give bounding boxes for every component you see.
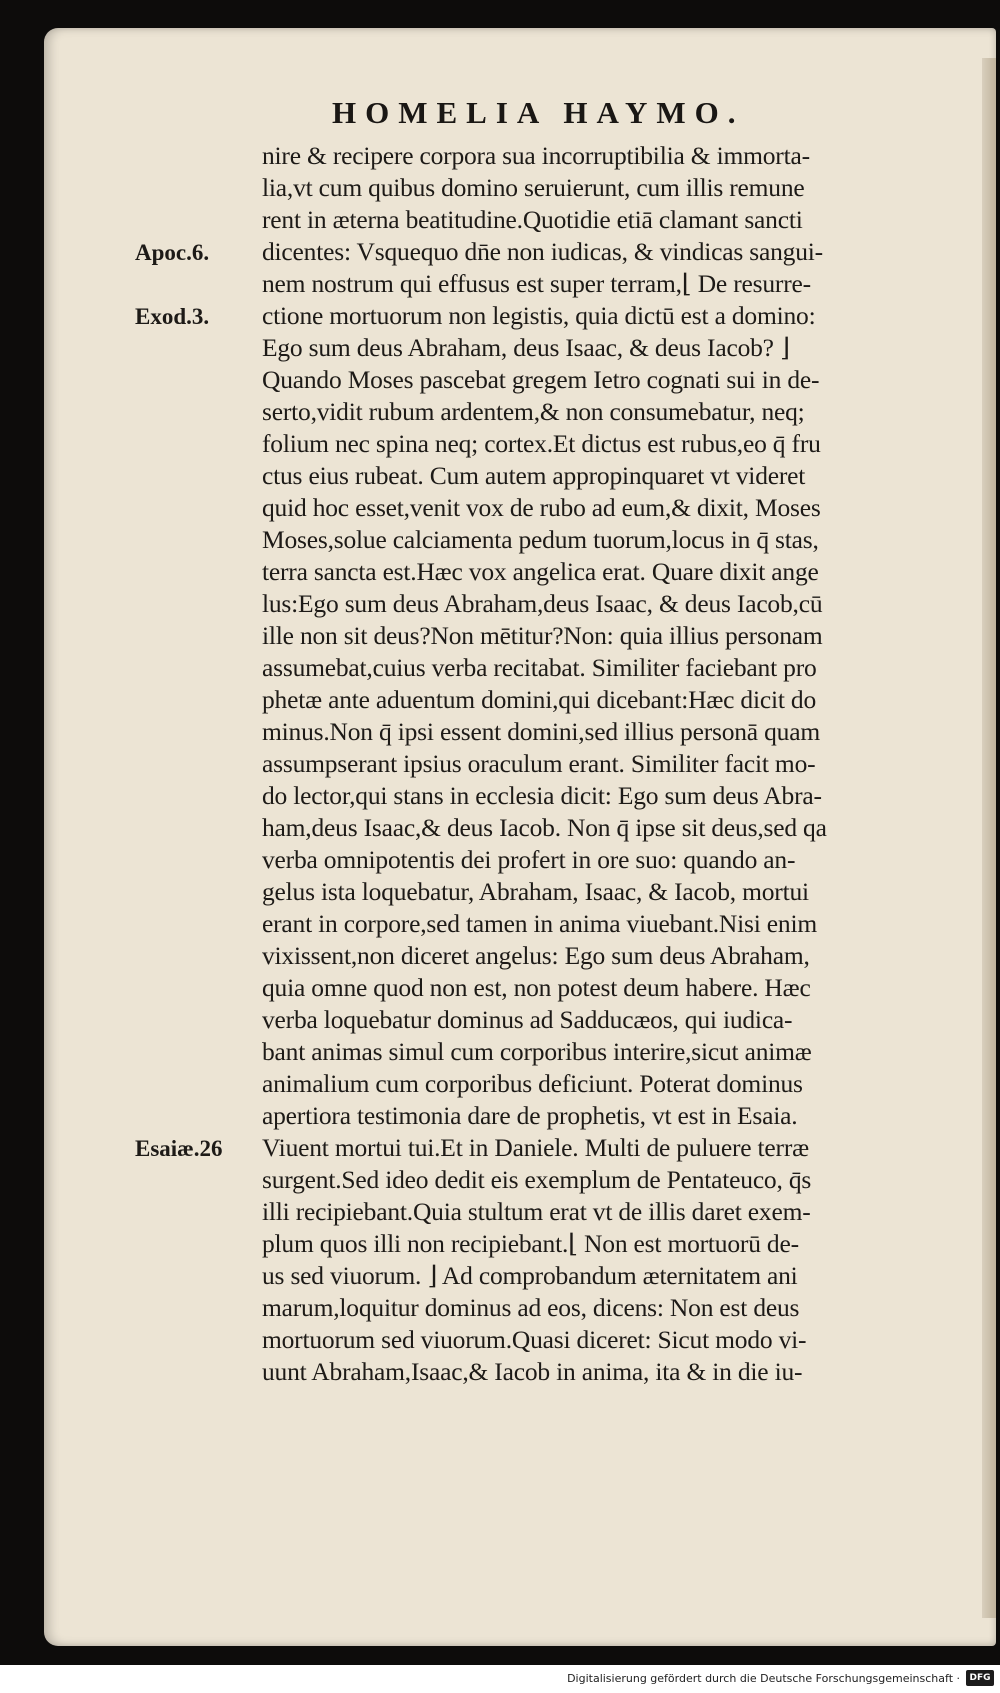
text-line: Viuent mortui tui.Et in Daniele. Multi de puluere terræ	[262, 1133, 809, 1162]
text-line: assumebat,cuius verba recitabat. Similiter faciebant pro	[262, 653, 817, 682]
text-line: mortuorum sed viuorum.Quasi diceret: Sicut modo vi-	[262, 1325, 807, 1354]
text-line: ham,deus Isaac,& deus Iacob. Non q̄ ipse sit deus,sed qa	[262, 813, 827, 842]
text-line: quia omne quod non est, non potest deum habere. Hæc	[262, 973, 811, 1002]
text-line: surgent.Sed ideo dedit eis exemplum de Pentateuco, q̄s	[262, 1165, 812, 1194]
text-line: erant in corpore,sed tamen in anima viuebant.Nisi enim	[262, 909, 817, 938]
text-line: animalium cum corporibus deficiunt. Poterat dominus	[262, 1069, 803, 1098]
marginal-note: Exod.3.	[135, 304, 210, 329]
text-line: vixissent,non diceret angelus: Ego sum deus Abraham,	[262, 941, 810, 970]
text-line: rent in æterna beatitudine.Quotidie etiā clamant sancti	[262, 205, 803, 234]
text-line: Ego sum deus Abraham, deus Isaac, & deus Iacob? ⌋	[262, 333, 790, 362]
text-line: Quando Moses pascebat gregem Ietro cognati sui in de-	[262, 365, 820, 394]
text-line: gelus ista loquebatur, Abraham, Isaac, & Iacob, mortui	[262, 877, 809, 906]
text-line: nem nostrum qui effusus est super terram,⌊ De resurre-	[262, 269, 811, 298]
text-line: uunt Abraham,Isaac,& Iacob in anima, ita & in die iu-	[262, 1357, 803, 1386]
text-line: lus:Ego sum deus Abraham,deus Isaac, & deus Iacob,cū	[262, 589, 823, 618]
funding-credit: Digitalisierung gefördert durch die Deutsche Forschungsgemeinschaft ·	[567, 1672, 960, 1685]
text-line: plum quos illi non recipiebant.⌊ Non est mortuorū de-	[262, 1229, 799, 1258]
text-line: serto,vidit rubum ardentem,& non consumebatur, neq;	[262, 397, 805, 426]
text-line: verba omnipotentis dei profert in ore suo: quando an-	[262, 845, 796, 874]
dfg-logo: DFG	[966, 1670, 994, 1686]
text-line: dicentes: Vsquequo dn̄e non iudicas, & vindicas sangui-	[262, 237, 823, 266]
marginal-note: Esaiæ.26	[135, 1136, 223, 1161]
body-text	[262, 140, 972, 1388]
text-line: us sed viuorum. ⌋ Ad comprobandum æternitatem ani	[262, 1261, 798, 1290]
text-line: terra sancta est.Hæc vox angelica erat. Quare dixit ange	[262, 557, 819, 586]
text-line: assumpserant ipsius oraculum erant. Similiter facit mo-	[262, 749, 816, 778]
text-line: do lector,qui stans in ecclesia dicit: Ego sum deus Abra-	[262, 781, 822, 810]
text-line: lia,vt cum quibus domino seruierunt, cum illis remune	[262, 173, 805, 202]
text-line: illi recipiebant.Quia stultum erat vt de illis daret exem-	[262, 1197, 811, 1226]
text-line: folium nec spina neq; cortex.Et dictus est rubus,eo q̄ fru	[262, 429, 821, 458]
text-line: apertiora testimonia dare de prophetis, vt est in Esaia.	[262, 1101, 798, 1130]
marginal-note: Apoc.6.	[135, 240, 210, 265]
text-line: quid hoc esset,venit vox de rubo ad eum,& dixit, Moses	[262, 493, 821, 522]
text-line: marum,loquitur dominus ad eos, dicens: Non est deus	[262, 1293, 800, 1322]
running-head: HOMELIA HAYMO.	[332, 95, 745, 130]
text-line: minus.Non q̄ ipsi essent domini,sed illius personā quam	[262, 717, 820, 746]
text-line: verba loquebatur dominus ad Sadducæos, qui iudica-	[262, 1005, 793, 1034]
text-line: ctus eius rubeat. Cum autem appropinquaret vt videret	[262, 461, 806, 490]
text-line: nire & recipere corpora sua incorruptibilia & immorta-	[262, 141, 810, 170]
page-edge	[982, 58, 996, 1618]
text-line: ctione mortuorum non legistis, quia dictū est a domino:	[262, 301, 816, 330]
text-line: Moses,solue calciamenta pedum tuorum,locus in q̄ stas,	[262, 525, 819, 554]
text-line: phetæ ante aduentum domini,qui dicebant:Hæc dicit do	[262, 685, 817, 714]
text-line: ille non sit deus?Non mētitur?Non: quia illius personam	[262, 621, 823, 650]
footer-bar	[0, 1665, 1000, 1693]
text-line: bant animas simul cum corporibus interire,sicut animæ	[262, 1037, 812, 1066]
